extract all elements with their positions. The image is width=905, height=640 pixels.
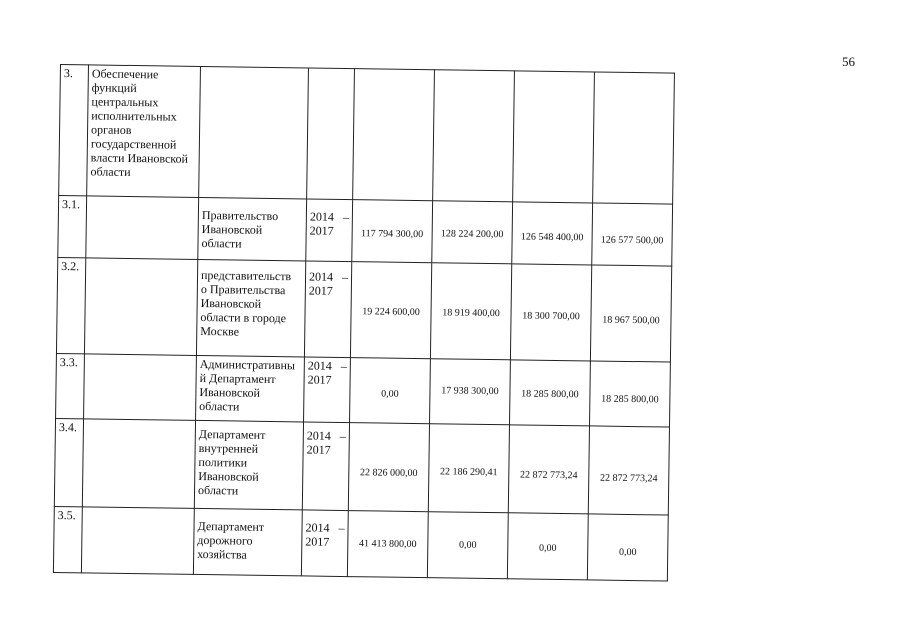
amount-cell xyxy=(512,202,593,265)
amount-cell xyxy=(347,511,428,578)
table-row xyxy=(56,353,671,427)
period-end: 2017 xyxy=(306,442,331,457)
program-title-cell xyxy=(87,65,201,198)
amount-value: 22 872 773,24 xyxy=(519,468,578,481)
row-number: 3.1. xyxy=(61,197,81,212)
amount-value: 117 794 300,00 xyxy=(361,227,424,240)
period-dash: – xyxy=(339,428,346,444)
empty-cell xyxy=(82,419,195,509)
amount-cell xyxy=(352,200,433,263)
row-number: 3.5. xyxy=(57,508,76,523)
period-start: 2014 xyxy=(305,520,330,535)
period-end: 2017 xyxy=(308,283,333,298)
period-end: 2017 xyxy=(309,223,334,238)
amount-value: 19 224 600,00 xyxy=(362,305,420,318)
department-name: Департамент дорожного хозяйства xyxy=(197,518,265,562)
department-cell xyxy=(194,420,303,509)
period-dash: – xyxy=(341,269,349,285)
amount-value: 22 186 290,41 xyxy=(440,465,498,478)
amount-cell xyxy=(350,262,431,359)
amount-cell xyxy=(592,203,673,266)
period-cell xyxy=(301,510,348,577)
amount-value: 18 285 800,00 xyxy=(601,393,659,406)
department-cell xyxy=(198,197,307,261)
amount-cell xyxy=(507,513,588,580)
row-number-cell xyxy=(56,353,85,418)
budget-table xyxy=(53,64,675,582)
department-name: Административны й Департамент Ивановской области xyxy=(199,356,296,414)
amount-value: 18 919 400,00 xyxy=(442,306,500,319)
program-title: Обеспечение функций центральных исполнительных органов государственной власти Ивановской области xyxy=(90,66,189,179)
period-cell xyxy=(306,199,353,262)
amount-value: 0,00 xyxy=(538,542,557,554)
period-end: 2017 xyxy=(305,534,330,549)
amount-cell xyxy=(430,359,511,425)
amount-value: 17 938 300,00 xyxy=(441,385,499,398)
period-cell xyxy=(302,422,349,511)
row-number: 3.3. xyxy=(59,355,78,370)
empty-cell xyxy=(86,196,199,260)
period-start: 2014 xyxy=(309,209,334,224)
department-name: Департамент внутренней политики Ивановской области xyxy=(197,426,266,498)
empty-cell xyxy=(353,69,435,201)
empty-cell xyxy=(307,68,355,200)
amount-cell xyxy=(428,424,509,513)
amount-value: 22 826 000,00 xyxy=(360,466,418,479)
amount-value: 0,00 xyxy=(381,388,399,400)
amount-cell xyxy=(587,514,668,581)
row-number-cell xyxy=(53,506,82,572)
row-number: 3.4. xyxy=(58,420,78,435)
amount-value: 0,00 xyxy=(618,546,637,558)
amount-cell xyxy=(590,265,671,362)
empty-cell xyxy=(199,66,309,198)
amount-cell xyxy=(589,361,670,427)
period-start: 2014 xyxy=(308,269,334,284)
amount-value: 22 872 773,24 xyxy=(599,472,658,484)
period-dash: – xyxy=(338,520,345,536)
empty-cell xyxy=(593,72,675,204)
amount-cell xyxy=(348,423,429,512)
department-cell xyxy=(196,259,305,356)
empty-cell xyxy=(81,507,194,575)
amount-cell xyxy=(508,425,589,514)
row-number-cell xyxy=(56,257,85,353)
period-cell xyxy=(304,357,351,423)
amount-cell xyxy=(432,201,513,264)
period-cell xyxy=(304,261,351,358)
amount-value: 18 285 800,00 xyxy=(521,388,579,401)
period-start: 2014 xyxy=(306,428,331,443)
empty-cell xyxy=(433,70,515,202)
department-name: Правительство Ивановской области xyxy=(201,207,279,251)
department-cell xyxy=(196,355,305,422)
amount-value: 0,00 xyxy=(459,539,477,551)
period-start: 2014 xyxy=(307,358,332,373)
row-number-cell xyxy=(58,195,87,257)
amount-value: 126 577 500,00 xyxy=(600,234,664,246)
empty-cell xyxy=(84,354,197,421)
amount-value: 18 967 500,00 xyxy=(602,314,660,326)
amount-cell xyxy=(350,358,431,424)
department-cell xyxy=(193,508,302,576)
amount-value: 126 548 400,00 xyxy=(520,230,584,243)
row-number-cell xyxy=(59,65,89,196)
row-number: 3.2. xyxy=(61,259,80,274)
period-dash: – xyxy=(342,209,349,225)
table-row xyxy=(59,65,675,205)
amount-value: 18 300 700,00 xyxy=(522,309,580,322)
table-row xyxy=(56,257,671,362)
amount-cell xyxy=(430,263,511,360)
amount-cell xyxy=(427,512,508,579)
amount-cell xyxy=(588,426,669,515)
amount-value: 128 224 200,00 xyxy=(440,227,504,240)
row-number-cell xyxy=(54,418,83,506)
amount-value: 41 413 800,00 xyxy=(359,537,417,550)
table-row xyxy=(54,418,669,515)
page-number: 56 xyxy=(842,54,855,69)
row-number: 3. xyxy=(63,66,73,81)
amount-cell xyxy=(510,264,591,361)
empty-cell xyxy=(513,71,595,203)
empty-cell xyxy=(84,258,197,356)
table-row xyxy=(53,506,668,581)
table-row xyxy=(58,195,673,266)
period-end: 2017 xyxy=(307,372,332,387)
department-name: представительств о Правительства Ивановской области в городе Москве xyxy=(200,267,292,339)
amount-cell xyxy=(510,360,591,426)
period-dash: – xyxy=(340,358,347,374)
